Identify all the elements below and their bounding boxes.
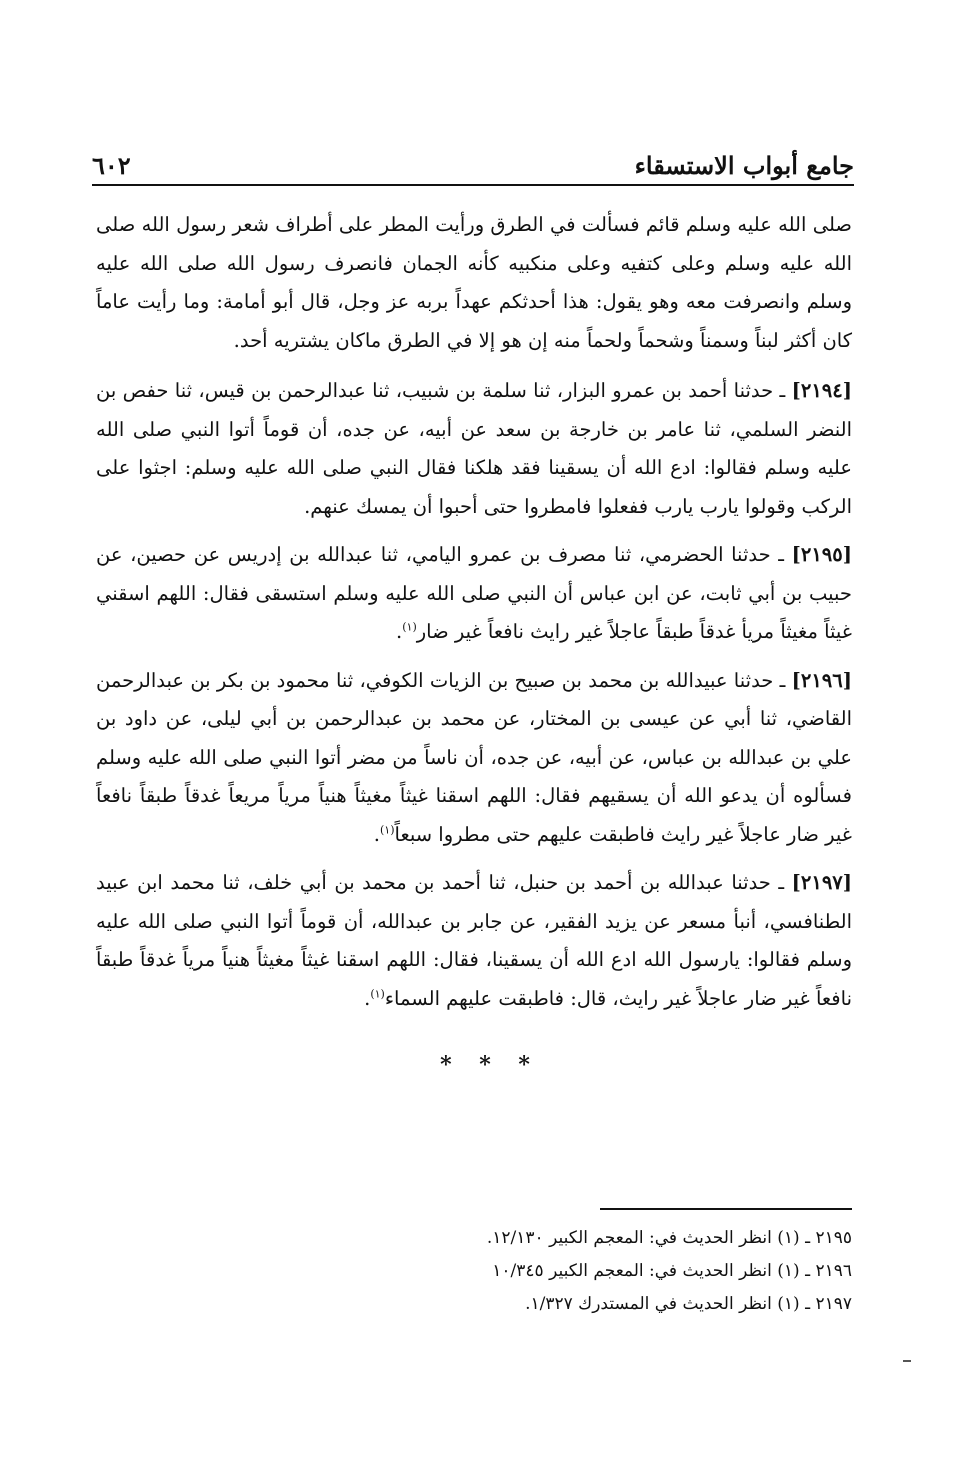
- footnote-2196: ٢١٩٦ ـ (١) انظر الحديث في: المعجم الكبير ١٠/٣٤٥: [492, 1261, 852, 1281]
- hadith-2196: [96, 662, 852, 855]
- footnote-marker: (١): [370, 987, 385, 1000]
- page-number: ٦٠٢: [92, 151, 131, 180]
- hadith-number: [٢١٩٥]: [791, 543, 852, 566]
- paragraph-end: .: [396, 620, 403, 643]
- hadith-number: [٢١٩٧]: [791, 871, 853, 894]
- section-separator: * * *: [440, 1052, 540, 1078]
- paragraph-end: .: [373, 822, 380, 846]
- paragraph-continuation: [96, 206, 852, 360]
- footnotes: [96, 1222, 852, 1321]
- footnote-marker: (١): [380, 823, 395, 836]
- paragraph-end: .: [364, 986, 371, 1010]
- paragraph-text: ـ حدثنا الحضرمي، ثنا مصرف بن عمرو اليامي، ثنا عبدالله بن إدريس عن حصين، عن حبيب بن أبي ثابت، عن ابن عباس أن النبي صلى الله عليه وسلم استسقى فقال: اللهم اسقني غيثاً مغيثاً مريأ غدقاً طبقاً عاجلاً غير رايث نافعاً غير ضار: [96, 543, 852, 643]
- hadith-2197: [96, 864, 852, 1018]
- hadith-2195: [96, 536, 852, 652]
- page-header: [92, 140, 854, 186]
- paragraph-text: ـ حدثنا عبيدالله بن محمد بن صبيح بن الزيات الكوفي، ثنا محمود بن بكر بن عبدالرحمن القاضي، ثنا أبي عن عيسى بن المختار، عن محمد بن عبدالرحمن بن أبي ليلى، عن داود بن علي بن عبدالله بن عباس، عن أبيه، عن جده، أن ناساً من مضر أتوا النبي صلى الله عليه وسلم فسألوه أن يدعو الله أن يسقيهم فقال: اللهم اسقنا غيثاً مغيثاً هنياً مرياً مريعاً غدقاً طبقاً نافعاً غير ضار عاجلاً غير رايث فاطبقت عليهم حتى مطروا سبعاً: [96, 668, 852, 846]
- paragraph-text: ـ حدثنا أحمد بن عمرو البزار، ثنا سلمة بن شبيب، ثنا عبدالرحمن بن قيس، ثنا حفص بن النضر السلمي، ثنا عامر بن خارجة بن سعد عن أبيه، عن جده، أن قوماً أتوا النبي صلى الله عليه وسلم فقالوا: ادع الله أن يسقينا فقد هلكنا فقال النبي صلى الله عليه وسلم: اجثوا على الركب وقولوا يارب يارب ففعلوا فامطروا حتى أحبوا أن يمسك عنهم.: [96, 379, 852, 518]
- scan-mark: [903, 1360, 911, 1362]
- main-text: [96, 206, 852, 1028]
- paragraph-text: صلى الله عليه وسلم قائم فسألت في الطرق ورأيت المطر على أطراف شعر رسول الله صلى الله عليه وسلم وعلى كتفيه وعلى منكبيه كأنه الجمان فانصرف رسول الله صلى الله عليه وسلم وانصرفت معه وهو يقول: هذا أحدثكم عهداً بربه عز وجل، قال أبو أمامة: وما رأيت عاماً كان أكثر لبناً وسمناً وشحماً ولحماً منه إن هو إلا في الطرق ماكان يشتريه أحد.: [96, 213, 852, 352]
- paragraph-text: ـ حدثنا عبدالله بن أحمد بن حنبل، ثنا أحمد بن محمد بن أبي خلف، ثنا محمد ابن عبيد الطنافسي، أنبأ مسعر عن يزيد الفقير، عن جابر بن عبدالله، أن قوماً أتوا النبي صلى الله عليه وسلم فقالوا: يارسول الله ادع الله أن يسقينا، فقال: اللهم اسقنا غيثاً مغيثاً هنياً مرياً غدقاً طبقاً نافعاً غير ضار عاجلاً غير رايث، قال: فاطبقت عليهم السماء: [96, 871, 852, 1010]
- hadith-number: [٢١٩٤]: [791, 379, 852, 402]
- hadith-number: [٢١٩٦]: [791, 668, 852, 692]
- running-title: جامع أبواب الاستسقاء: [634, 151, 854, 180]
- footnote-2197: ٢١٩٧ ـ (١) انظر الحديث في المستدرك ١/٣٢٧.: [525, 1294, 852, 1314]
- hadith-2194: [96, 372, 852, 526]
- footnote-2195: ٢١٩٥ ـ (١) انظر الحديث في: المعجم الكبير ١٢/١٣٠.: [486, 1228, 852, 1248]
- footnote-divider: [600, 1208, 852, 1210]
- footnote-marker: (١): [402, 620, 417, 634]
